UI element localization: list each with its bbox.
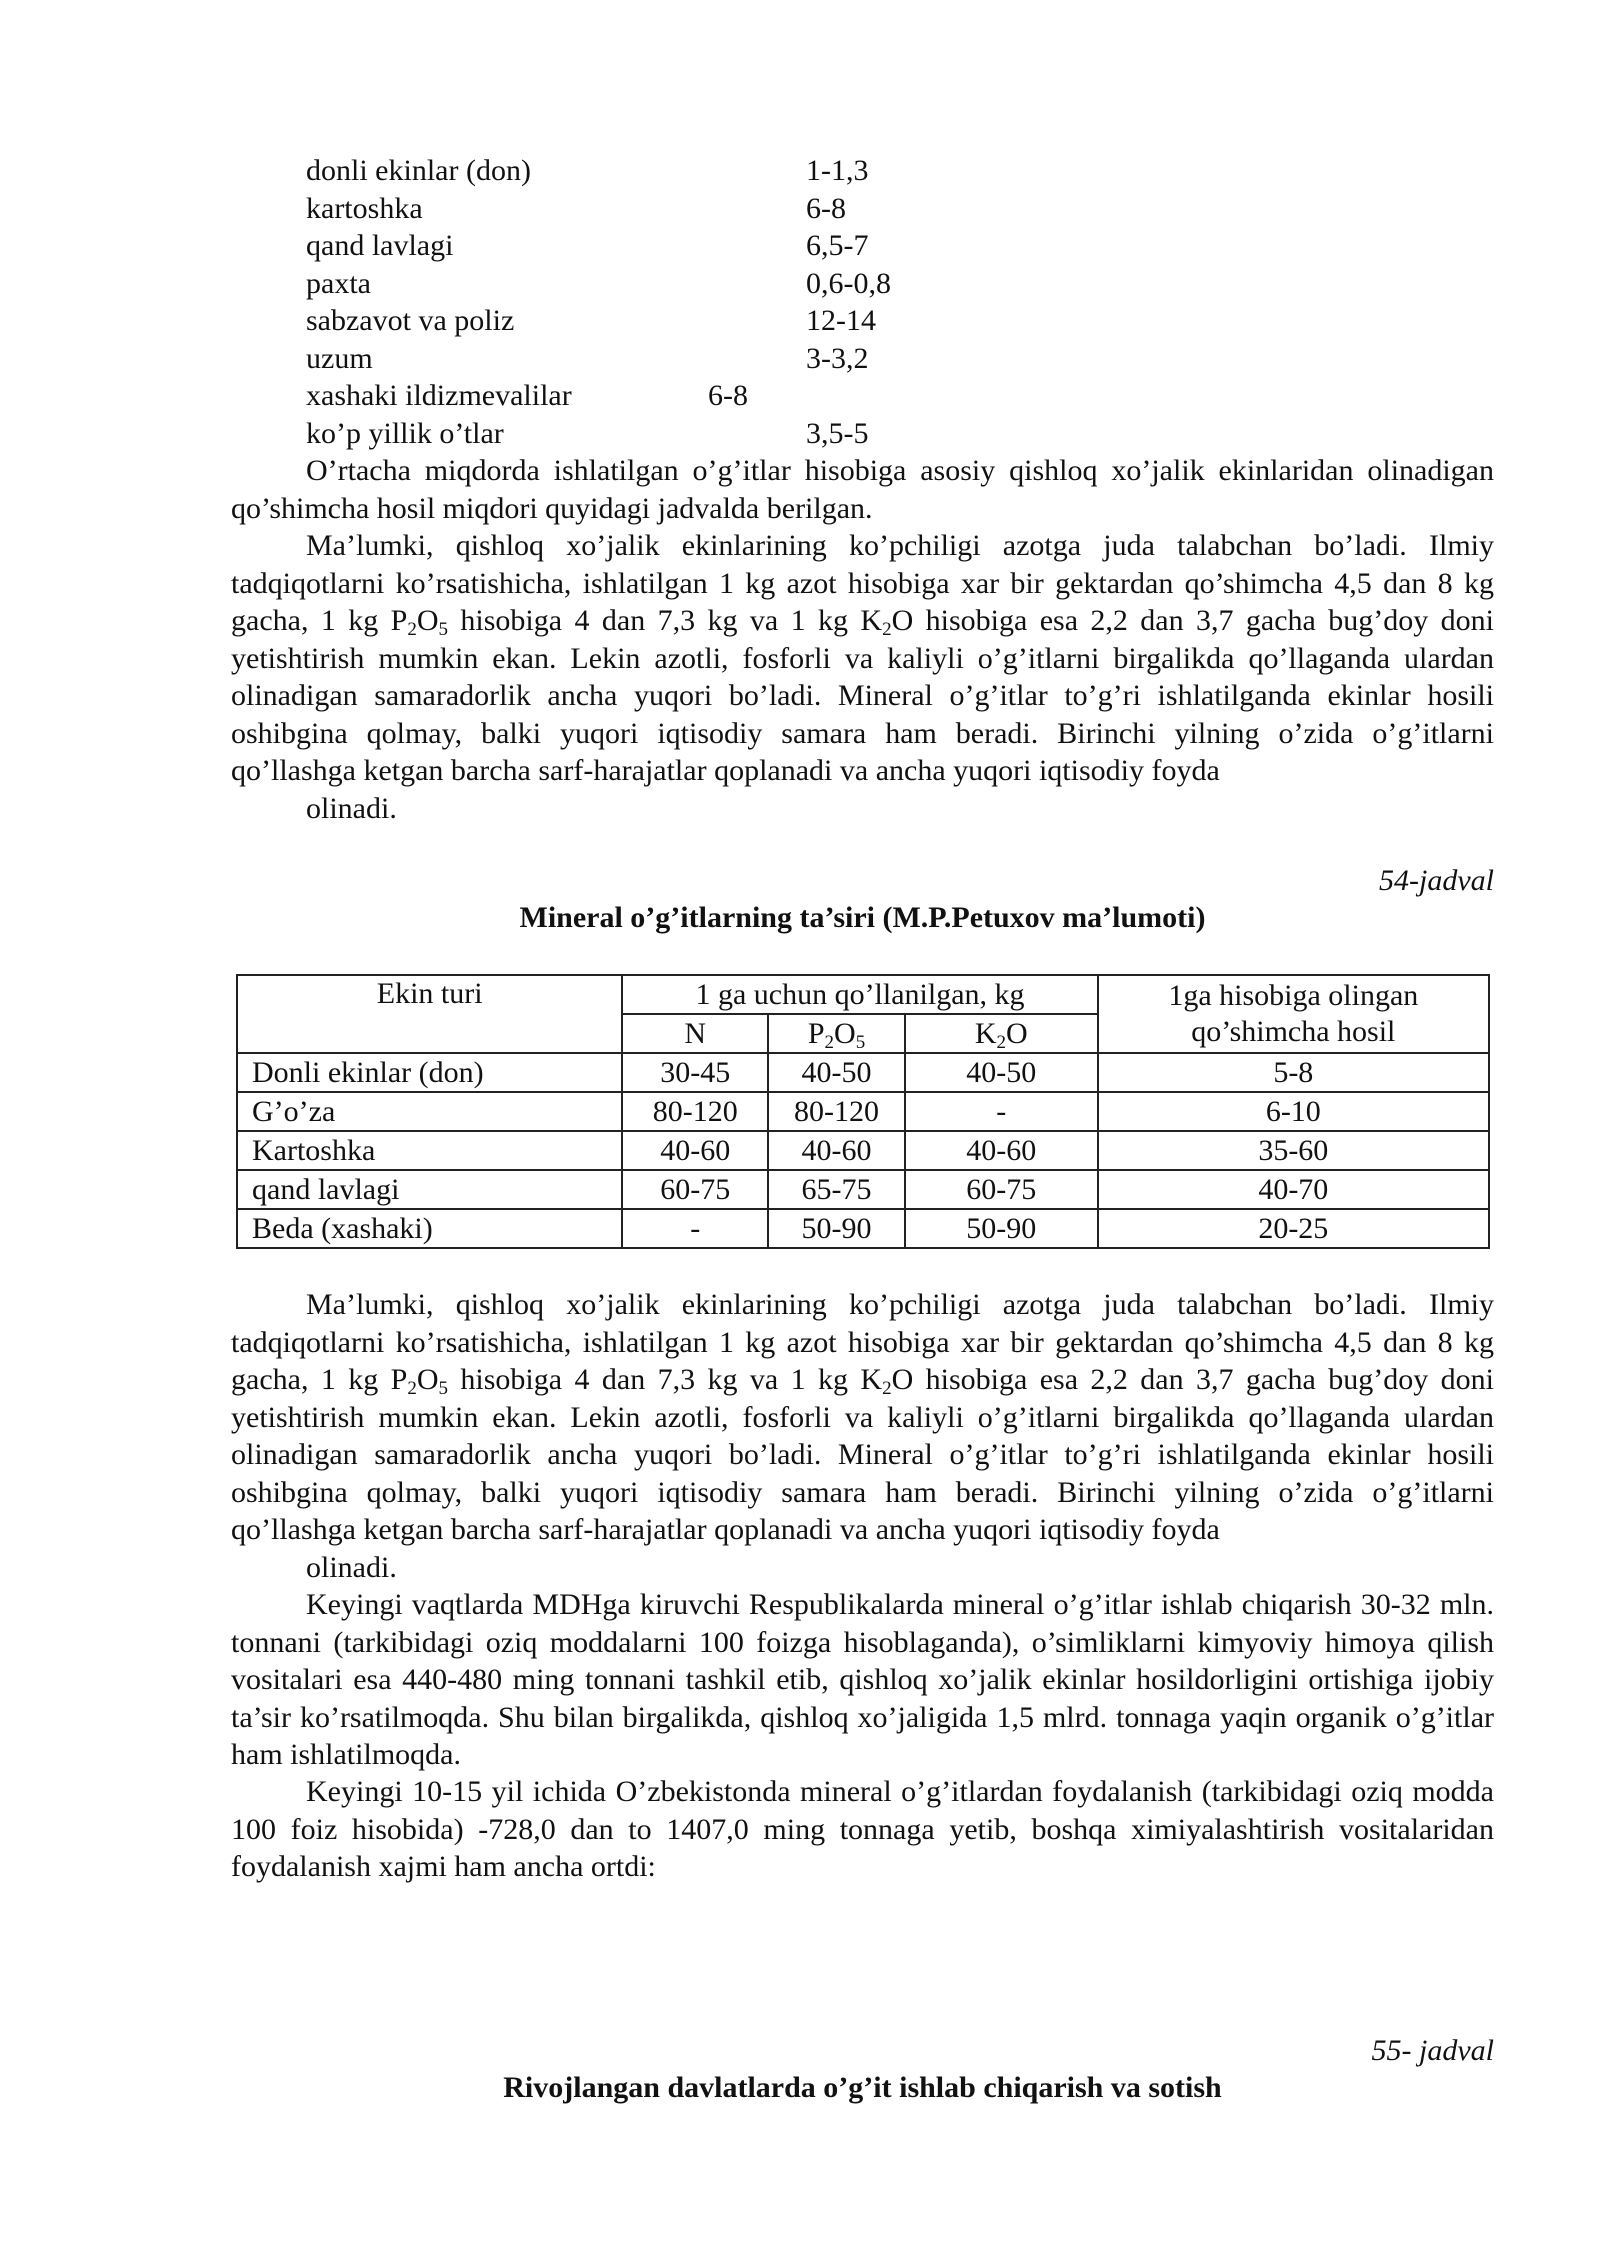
table-header-row [237,975,1489,1014]
uzbekistan-paragraph: Keyingi 10-15 yil ichida O’zbekistonda mineral o’g’itlardan foydalanish (tarkibidagi oziq modda 100 foiz hisobida) -728,0 dan to 1407,0 ming tonnaga yetib, boshqa ximiyalashtirish vositalaridan foydalanish xajmi ham ancha ortdi: [231,1775,1494,1883]
table-row [237,1053,1489,1092]
table-number-55: 55- jadval [1371,2034,1494,2067]
cell-crop: G’o’za [237,1092,622,1131]
table-row [237,1170,1489,1209]
table-title-55: Rivojlangan davlatlarda o’g’it ishlab chiqarish va sotish [503,2071,1222,2104]
cell-p2o5: 40-60 [768,1131,905,1170]
cell-p2o5: 80-120 [768,1092,905,1131]
production-paragraph: Keyingi vaqtlarda MDHga kiruvchi Respublikalarda mineral o’g’itlar ishlab chiqarish 30-32 mln. tonnani (tarkibidagi oziq moddalarni 100 foizga hisoblaganda), o’simliklarni kimyoviy himoya qilish vositalari esa 440-480 ming tonnani tashkil etib, qishloq xo’jalik ekinlar hosildorligini ortishiga ijobiy ta’sir ko’rsatilmoqda. Shu bilan birgalikda, qishloq xo’jaligida 1,5 mlrd. tonnaga yaqin organik o’g’itlar ham ishlatilmoqda. [231,1588,1494,1771]
crop-name: donli ekinlar (don) [306,154,531,187]
cell-yield: 5-8 [1098,1053,1489,1092]
cell-yield: 40-70 [1098,1170,1489,1209]
header-k2o: $K_2O$ [905,1014,1098,1053]
crop-name: ko’p yillik o’tlar [306,417,504,450]
cell-k2o: 60-75 [905,1170,1098,1209]
crop-name: sabzavot va poliz [306,304,515,337]
cell-k2o: 40-60 [905,1131,1098,1170]
crop-name: uzum [306,342,373,375]
header-yield: 1ga hisobiga olingan qo’shimcha hosil [1098,975,1489,1053]
intro-paragraph: O’rtacha miqdorda ishlatilgan o’g’itlar hisobiga asosiy qishloq xo’jalik ekinlaridan olinadigan qo’shimcha hosil miqdori quyidagi jadvalda berilgan. [231,454,1494,525]
cell-p2o5: 65-75 [768,1170,905,1209]
crop-name: paxta [306,267,371,300]
crop-value: 3-3,2 [806,342,869,375]
cell-n: - [622,1209,768,1248]
cell-n: 60-75 [622,1170,768,1209]
nitrogen-paragraph: Ma’lumki, qishloq xo’jalik ekinlarining ko’pchiligi azotga juda talabchan bo’ladi. Ilmiy tadqiqotlarni ko’rsatishicha, ishlatilgan 1 kg azot hisobiga xar bir gektardan qo’shimcha 4,5 dan 8 kg gacha, 1 kg $P_2O_5$ hisobiga 4 dan 7,3 kg va 1 kg $K_2O$ hisobiga esa 2,2 dan 3,7 gacha bug’doy doni yetishtirish mumkin ekan. Lekin azotli, fosforli va kaliyli o’g’itlarni birgalikda qo’llaganda ulardan olinadigan samaradorlik ancha yuqori bo’ladi. Mineral o’g’itlar to’g’ri ishlatilganda ekinlar hosili oshibgina qolmay, balki yuqori iqtisodiy samara ham beradi. Birinchi yilning o’zida o’g’itlarni qo’llashga ketgan barcha sarf-harajatlar qoplanadi va ancha yuqori iqtisodiy foyda olinadi. [231,529,1494,825]
table-row [237,1131,1489,1170]
table-row [237,1209,1489,1248]
cell-p2o5: 50-90 [768,1209,905,1248]
cell-crop: qand lavlagi [237,1170,622,1209]
table-title: Mineral o’g’itlarning ta’siri (M.P.Petuxov ma’lumoti) [519,901,1206,934]
cell-crop: Beda (xashaki) [237,1209,622,1248]
nitrogen-paragraph-repeat: Ma’lumki, qishloq xo’jalik ekinlarining ko’pchiligi azotga juda talabchan bo’ladi. Ilmiy tadqiqotlarni ko’rsatishicha, ishlatilgan 1 kg azot hisobiga xar bir gektardan qo’shimcha 4,5 dan 8 kg gacha, 1 kg $P_2O_5$ hisobiga 4 dan 7,3 kg va 1 kg $K_2O$ hisobiga esa 2,2 dan 3,7 gacha bug’doy doni yetishtirish mumkin ekan. Lekin azotli, fosforli va kaliyli o’g’itlarni birgalikda qo’llaganda ulardan olinadigan samaradorlik ancha yuqori bo’ladi. Mineral o’g’itlar to’g’ri ishlatilganda ekinlar hosili oshibgina qolmay, balki yuqori iqtisodiy samara ham beradi. Birinchi yilning o’zida o’g’itlarni qo’llashga ketgan barcha sarf-harajatlar qoplanadi va ancha yuqori iqtisodiy foyda olinadi. [231,1288,1494,1584]
header-n: N [622,1014,768,1053]
crop-name: xashaki ildizmevalilar [306,379,572,412]
cell-yield: 20-25 [1098,1209,1489,1248]
table-number: 54-jadval [1379,864,1494,897]
crop-value: 1-1,3 [806,154,869,187]
cell-n: 40-60 [622,1131,768,1170]
crop-value: 6,5-7 [806,229,869,262]
header-applied: 1 ga uchun qo’llanilgan, kg [622,975,1097,1014]
crop-value: 6-8 [708,379,748,412]
table-row [237,1092,1489,1131]
cell-p2o5: 40-50 [768,1053,905,1092]
header-p2o5: $P_2O_5$ [768,1014,905,1053]
cell-crop: Kartoshka [237,1131,622,1170]
cell-k2o: - [905,1092,1098,1131]
cell-yield: 35-60 [1098,1131,1489,1170]
cell-k2o: 50-90 [905,1209,1098,1248]
fertilizer-effect-table [236,974,1490,1249]
crop-name: qand lavlagi [306,229,454,262]
cell-n: 80-120 [622,1092,768,1131]
cell-yield: 6-10 [1098,1092,1489,1131]
crop-name: kartoshka [306,192,423,225]
crop-value: 12-14 [806,304,876,337]
header-crop-type: Ekin turi [237,975,622,1053]
cell-k2o: 40-50 [905,1053,1098,1092]
crop-value: 6-8 [806,192,846,225]
crop-value: 0,6-0,8 [806,267,891,300]
crop-value: 3,5-5 [806,417,869,450]
cell-crop: Donli ekinlar (don) [237,1053,622,1092]
cell-n: 30-45 [622,1053,768,1092]
